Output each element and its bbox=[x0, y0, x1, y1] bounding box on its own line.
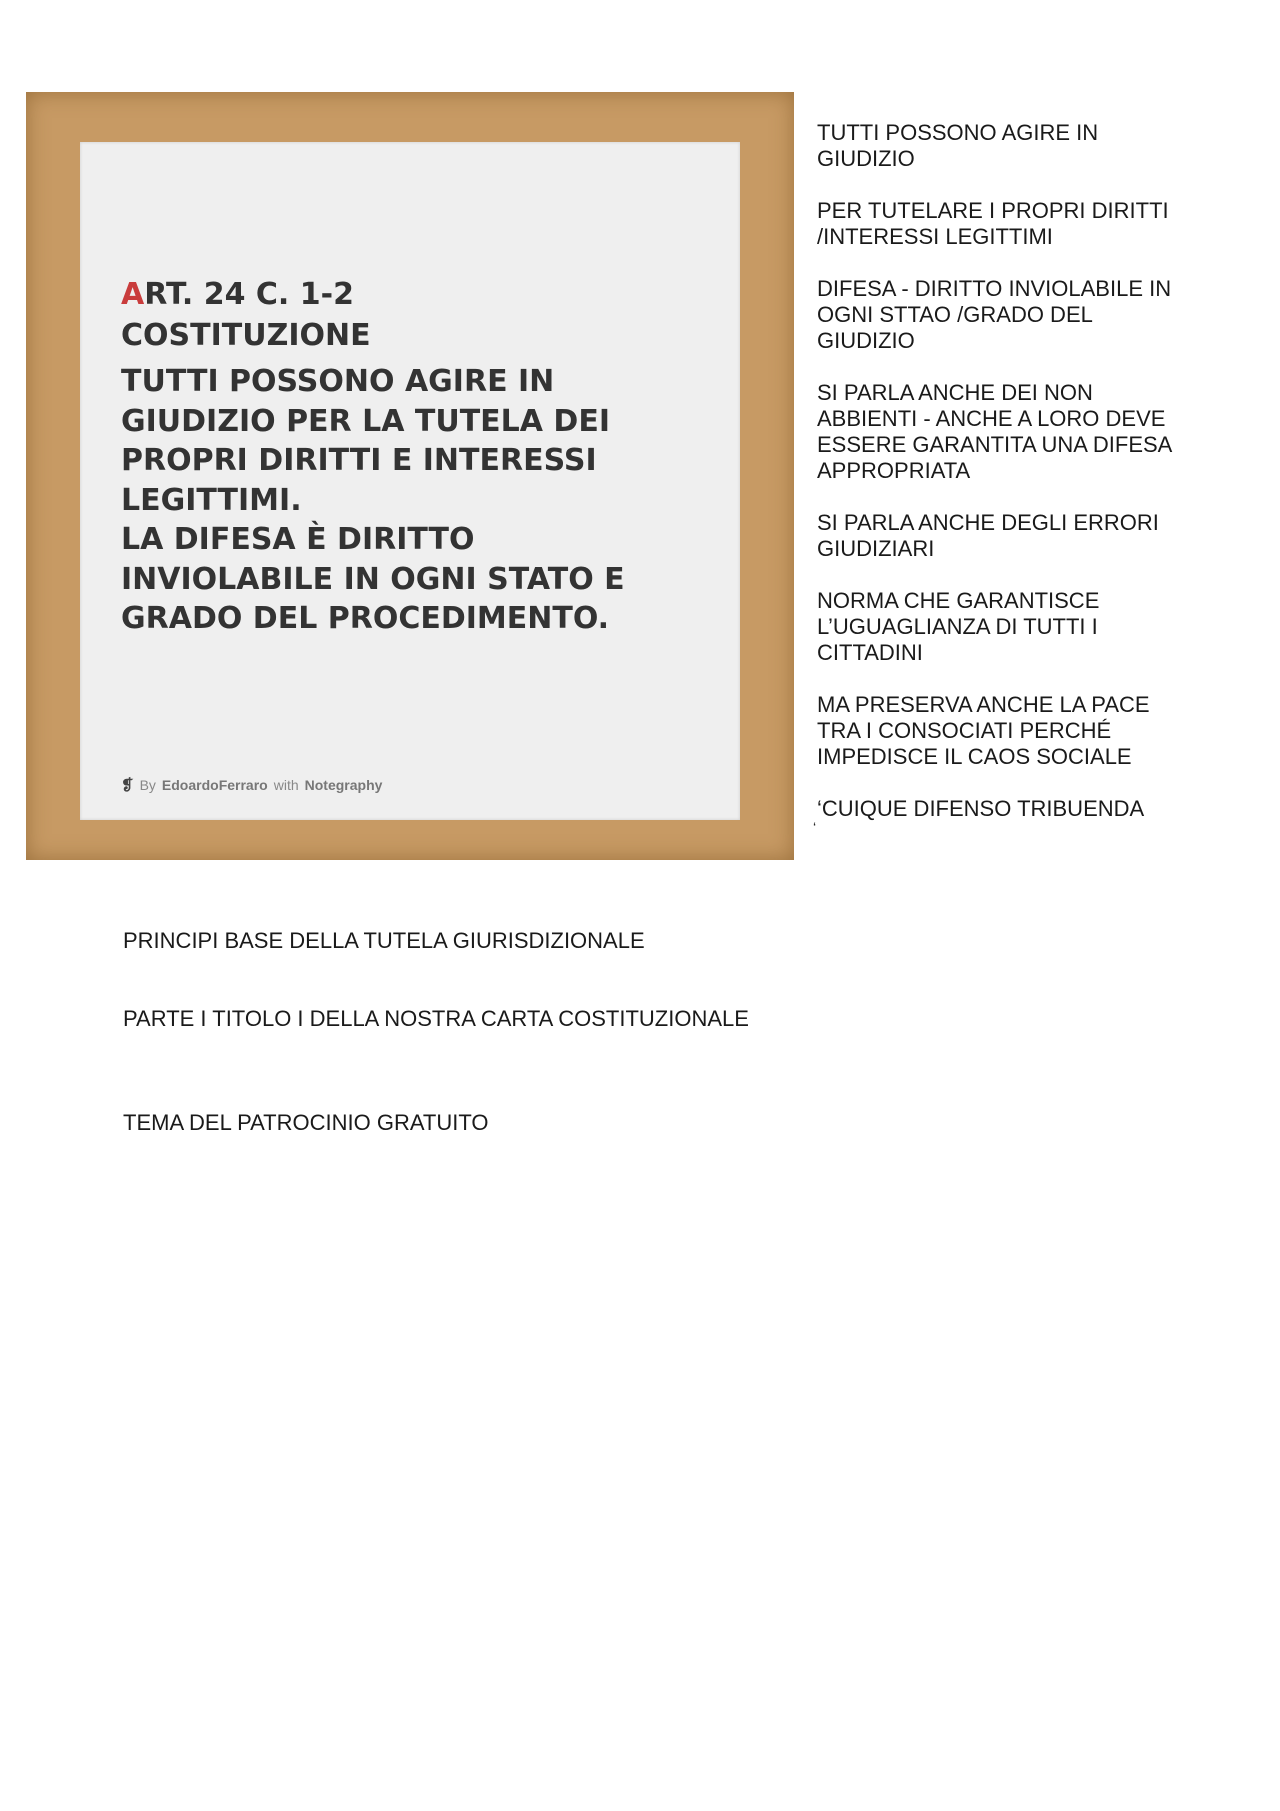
credit-brand: Notegraphy bbox=[304, 777, 383, 793]
image-credit bbox=[121, 776, 382, 794]
note-item: SI PARLA ANCHE DEI NON ABBIENTI - ANCHE A LORO DEVE ESSERE GARANTITA UNA DIFESA APPROPRIATA bbox=[817, 380, 1172, 483]
bottom-line-topic: TEMA DEL PATROCINIO GRATUITO bbox=[123, 1110, 489, 1135]
note-item: PER TUTELARE I PROPRI DIRITTI /INTERESSI LEGITTIMI bbox=[817, 198, 1169, 249]
bottom-line-constitution: PARTE I TITOLO I DELLA NOSTRA CARTA COSTITUZIONALE bbox=[123, 1006, 749, 1031]
note-item: DIFESA - DIRITTO INVIOLABILE IN OGNI STTAO /GRADO DEL GIUDIZIO bbox=[817, 276, 1172, 353]
quote-closing-mark: ‘ bbox=[813, 819, 817, 835]
note-item: SI PARLA ANCHE DEGLI ERRORI GIUDIZIARI bbox=[817, 510, 1159, 561]
article-card bbox=[80, 142, 740, 820]
side-notes bbox=[813, 120, 1177, 835]
note-item: TUTTI POSSONO AGIRE IN GIUDIZIO bbox=[817, 120, 1099, 171]
note-item: NORMA CHE GARANTISCE L’UGUAGLIANZA DI TUTTI I CITTADINI bbox=[817, 588, 1100, 665]
heading-line2: COSTITUZIONE bbox=[121, 318, 371, 353]
note-item: MA PRESERVA ANCHE LA PACE TRA I CONSOCIATI PERCHÉ IMPEDISCE IL CAOS SOCIALE bbox=[817, 692, 1150, 769]
credit-author: EdoardoFerraro bbox=[161, 777, 268, 793]
heading-initial: A bbox=[121, 277, 145, 312]
credit-with: with bbox=[273, 777, 299, 793]
credit-by: By bbox=[139, 777, 156, 793]
note-quote: ‘CUIQUE DIFENSO TRIBUENDA bbox=[817, 796, 1145, 821]
article-heading bbox=[121, 274, 721, 356]
notegraphy-logo-icon: ❡ bbox=[121, 777, 134, 794]
framed-image bbox=[26, 92, 794, 860]
article-body: TUTTI POSSONO AGIRE IN GIUDIZIO PER LA TUTELA DEI PROPRI DIRITTI E INTERESSI LEGITTIMI. LA DIFESA È DIRITTO INVIOLABILE IN OGNI STATO E GRADO DEL PROCEDIMENTO. bbox=[121, 364, 625, 636]
heading-rest: RT. 24 C. 1-2 bbox=[144, 277, 354, 312]
bottom-line-principles: PRINCIPI BASE DELLA TUTELA GIURISDIZIONALE bbox=[123, 928, 645, 953]
